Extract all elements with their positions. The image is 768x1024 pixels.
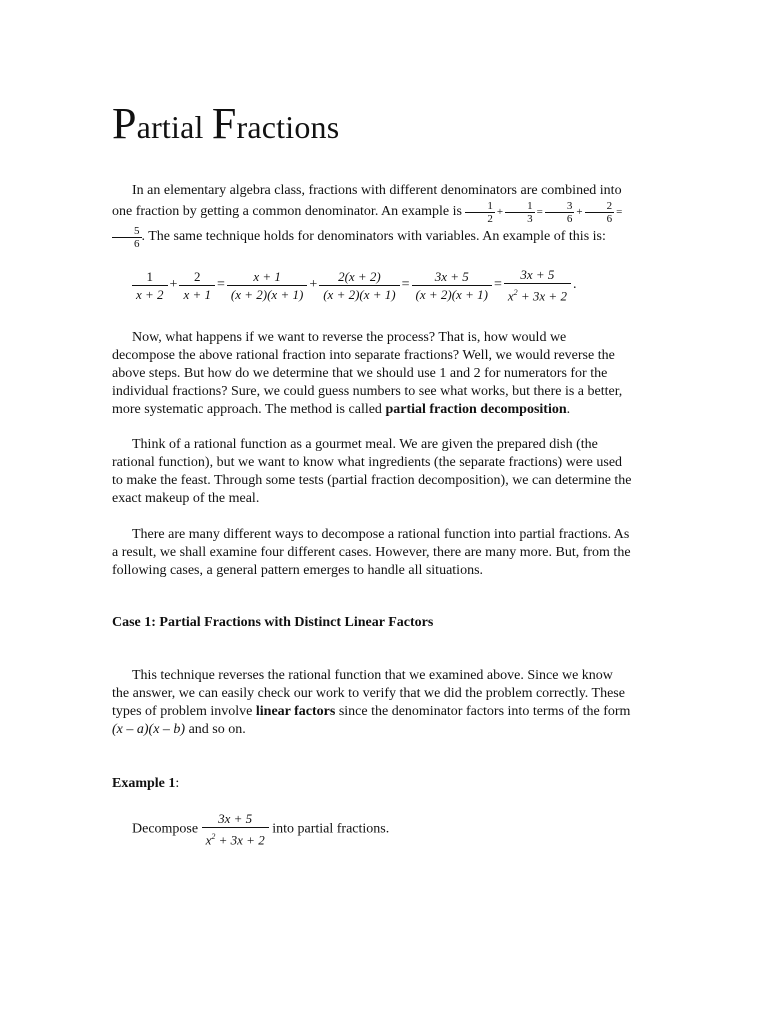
eq-fraction-5: $\frac{3x + 5}{(x + 2)(x + 1)}$	[412, 268, 492, 303]
eq-fraction-4: $\frac{2(x + 2)}{(x + 2)(x + 1)}$	[319, 268, 399, 303]
case-1-heading: Case 1: Partial Fractions with Distinct Linear Factors	[112, 615, 434, 630]
page-title	[112, 96, 339, 155]
intro-text-b: . The same technique holds for denominators with variables. An example of this is:	[141, 229, 606, 245]
linear-factors-paragraph: This technique reverses the rational function that we examined above. Since we know the answer, we can easily check our work to verify that we did the problem correctly. These types of problem involve linear factors since the denominator factors into terms of the form (x – a)(x – b) and so on.	[112, 668, 631, 737]
eq-fraction-6: $\frac{3x + 5}{x^2 + 3x + 2}$	[504, 266, 571, 304]
reverse-process-paragraph: Now, what happens if we want to reverse the process? That is, how would we decompose the above rational fraction into separate fractions? Well, we would reverse the above steps. But how do we determine that we should use 1 and 2 for numerators for the individual fractions? Sure, we could guess numbers to see what works, but there is a better, more systematic approach. The method is called partial fraction decomposition.	[112, 330, 623, 417]
eq-fraction-2: $\frac{2}{x + 1}$	[179, 268, 215, 303]
rational-equation: $\frac{1}{x + 2}$ + $\frac{2}{x + 1}$ = $\frac{x + 1}{(x + 2)(x + 1)}$ + $\frac{2(x + 2)}{(x + 2)(x + 1)}$ = $\frac{3x + 5}{(x + 2)(x + 1)}$ = $\frac{3x + 5}{x^2 + 3x + 2}$ .	[132, 266, 578, 304]
cases-intro-paragraph: There are many different ways to decompose a rational function into partial fractions. As a result, we shall examine four different cases. However, there are many more. But, from the following cases, a general pattern emerges to handle all situations.	[112, 527, 631, 578]
title-initial-p: P	[112, 99, 137, 148]
example-1-heading: Example 1:	[112, 776, 180, 791]
factor-form: (x – a)(x – b)	[112, 722, 186, 737]
example-1-problem: Decompose $\frac{3x + 5}{x^2 + 3x + 2}$ into partial fractions.	[132, 811, 390, 848]
eq-fraction-3: $\frac{x + 1}{(x + 2)(x + 1)}$	[227, 268, 307, 303]
term-linear-factors: linear factors	[255, 704, 336, 719]
title-part-1: artial	[136, 109, 212, 145]
title-part-2: ractions	[236, 109, 340, 145]
eq-fraction-1: $\frac{1}{x + 2}$	[132, 268, 168, 303]
term-partial-fraction-decomposition: partial fraction decomposition	[385, 402, 567, 417]
example-1-fraction: $\frac{3x + 5}{x^2 + 3x + 2}$	[202, 810, 269, 848]
simple-example-equation: $\frac{1}{2}$ + $\frac{1}{3}$ = $\frac{3}{6}$ + $\frac{2}{6}$ = $\frac{5}{6}$	[112, 206, 624, 243]
intro-text-a: In an elementary algebra class, fractions with different denominators are combined into one fraction by getting a common denominator. An example is	[112, 183, 622, 220]
intro-paragraph	[112, 182, 632, 250]
title-initial-f: F	[211, 99, 237, 148]
gourmet-meal-paragraph: Think of a rational function as a gourmet meal. We are given the prepared dish (the rational function), but we want to know what ingredients (the separate fractions) were used to make the feast. Through some tests (partial fraction decomposition), we can determine the exact makeup of the meal.	[112, 437, 632, 506]
